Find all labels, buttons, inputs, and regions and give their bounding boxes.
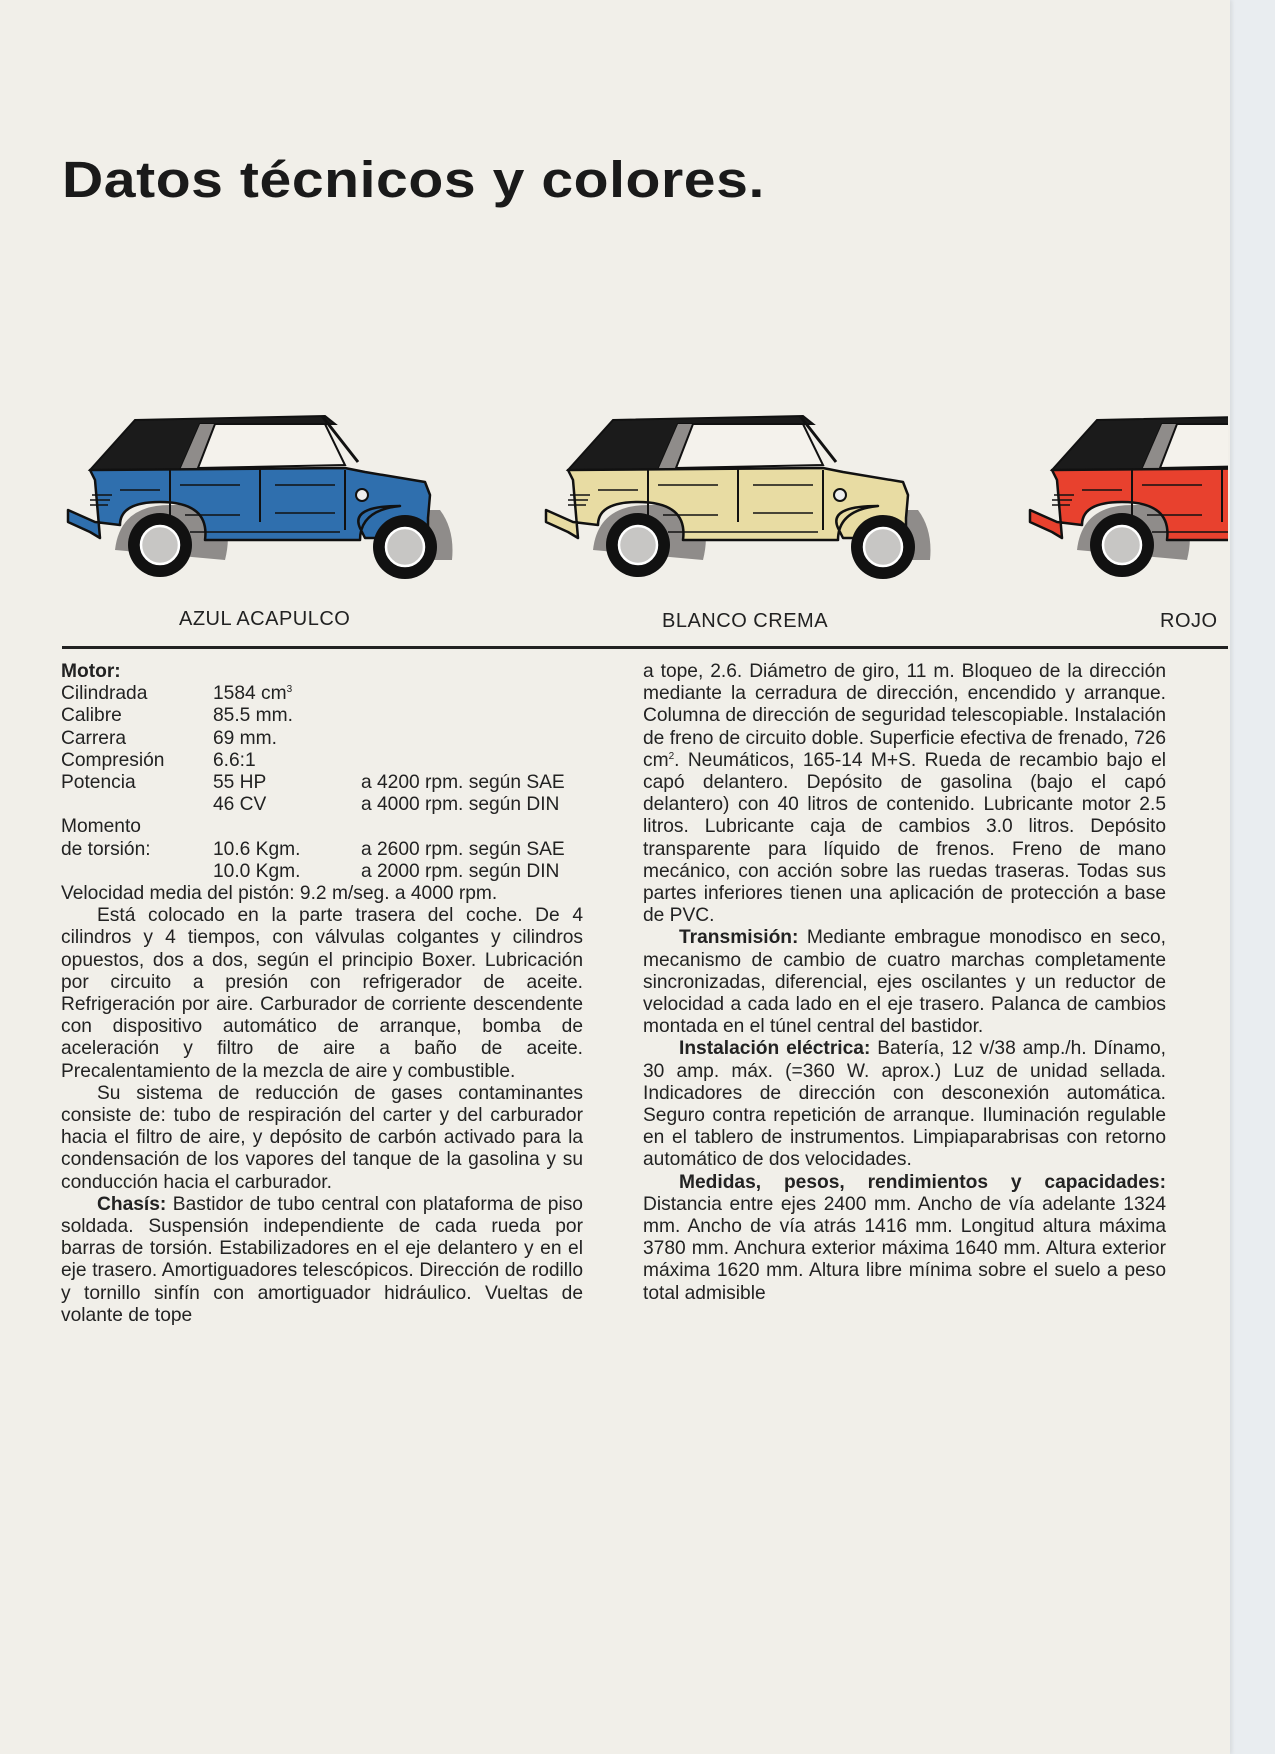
electrical-heading: Instalación eléctrica: — [679, 1038, 871, 1060]
emissions-description: Su sistema de reducción de gases contaminantes consiste de: tubo de respiración del carter y del carburador hacia el filtro de aire, y depósito de carbón activado para la condensación de los vapores del tanque de la gasolina y su conducción hacia el carburador. — [61, 1082, 583, 1193]
spec-key: Compresión — [61, 749, 165, 771]
color-label-blanco-crema: BLANCO CREMA — [662, 610, 829, 632]
spec-key — [61, 861, 213, 883]
transmission-text: Mediante embrague monodisco en seco, mecanismo de cambio de cuatro marchas completamente sincronizadas, diferencial, ejes oscilantes y un reductor de velocidad a cada lado en el eje trasero. Palanca de cambios montada en el túnel central del bastidor. — [643, 927, 1166, 1038]
spec-value: 10.6 Kgm. — [213, 838, 301, 860]
spec-key: de torsión: — [61, 838, 151, 860]
dimensions-heading: Medidas, pesos, rendimientos y capacidades: — [679, 1171, 1166, 1193]
spec-value: 69 mm. — [213, 727, 277, 749]
spec-value: 10.0 Kgm. — [213, 860, 301, 882]
spec-row — [61, 794, 583, 816]
spec-note — [361, 683, 583, 705]
transmission-paragraph — [643, 927, 1166, 1038]
spec-note — [361, 705, 583, 727]
color-label-azul-acapulco: AZUL ACAPULCO — [179, 608, 351, 630]
window — [198, 424, 345, 468]
spec-row — [61, 728, 583, 750]
chassis-text-right-cont: . Neumáticos, 165-14 M+S. Rueda de recambio bajo el capó delantero. Depósito de gasolina (bajo el capó delantero) con 40 litros de contenido. Lubricante motor 2.5 litros. Lubricante caja de cambios 3.0 litros. Depósito transparente para líquido de frenos. Freno de mano mecánico, con acción sobre las ruedas traseras. Todas sus partes inferiores tienen una aplicación de protección a base de PVC. — [643, 749, 1166, 927]
electrical-text: Batería, 12 v/38 amp./h. Dínamo, 30 amp. máx. (=360 W. aprox.) Luz de unidad sellada. Indicadores de dirección con desconexión automática. Seguro contra repetición de arranque. Iluminación regulable en el tablero de instrumentos. Limpiaparabrisas con retorno automático de dos velocidades. — [643, 1038, 1166, 1171]
spec-row — [61, 750, 583, 772]
spec-row — [61, 839, 583, 861]
spec-note — [361, 750, 583, 772]
spec-value: 6.6:1 — [213, 749, 256, 771]
specs-column-right — [643, 661, 1166, 1305]
chassis-continued — [643, 661, 1166, 927]
spec-key: Potencia — [61, 771, 136, 793]
motor-spec-table — [61, 683, 583, 883]
spec-value: 46 CV — [213, 794, 267, 816]
chassis-paragraph — [61, 1194, 583, 1327]
front-hubcap — [386, 528, 424, 566]
motor-heading: Motor: — [61, 661, 121, 682]
car-illustration-blanco-crema — [538, 410, 958, 610]
spec-note: a 2000 rpm. según DIN — [361, 860, 560, 882]
fuel-cap-icon — [356, 489, 368, 501]
car-illustration-azul-acapulco — [60, 410, 480, 610]
dimensions-text: Distancia entre ejes 2400 mm. Ancho de vía adelante 1324 mm. Ancho de vía atrás 1416 mm. Longitud altura máxima 3780 mm. Anchura exterior máxima 1640 mm. Altura exterior máxima 1620 mm. Altura libre mínima sobre el suelo a peso total admisible — [643, 1193, 1166, 1304]
page-title: Datos técnicos y colores. — [62, 151, 765, 208]
spec-key: Carrera — [61, 727, 127, 749]
rear-hubcap — [141, 526, 179, 564]
rear-hubcap — [1103, 526, 1141, 564]
spec-key — [61, 794, 213, 816]
fuel-cap-icon — [834, 489, 846, 501]
superscript: 3 — [286, 684, 293, 696]
section-divider — [62, 646, 1228, 649]
superscript: 2 — [668, 750, 675, 762]
window — [676, 424, 823, 468]
spec-key: Momento — [61, 816, 141, 838]
front-hubcap — [864, 528, 902, 566]
spec-value: 55 HP — [213, 771, 267, 793]
spec-note — [361, 728, 583, 750]
transmission-heading: Transmisión: — [679, 927, 799, 949]
spec-note: a 4200 rpm. según SAE — [361, 771, 565, 793]
spec-row — [61, 705, 583, 727]
spec-value-text: 1584 cm — [213, 683, 287, 705]
motor-description: Está colocado en la parte trasera del coche. De 4 cilindros y 4 tiempos, con válvulas colgantes y cilindros opuestos, dos a dos, según el principio Boxer. Lubricación por circuito a presión con refrigerador de aceite. Refrigeración por aire. Carburador de corriente descendente con dispositivo automático de arranque, bomba de aceleración y filtro de aire a baño de aceite. Precalentamiento de la mezcla de aire y combustible. — [61, 905, 583, 1082]
chassis-heading: Chasís: — [97, 1193, 167, 1215]
electrical-paragraph — [643, 1038, 1166, 1171]
car-illustration-rojo — [1000, 410, 1228, 610]
spec-row — [61, 772, 583, 794]
spec-note: a 4000 rpm. según DIN — [361, 794, 560, 816]
spec-key: Cilindrada — [61, 683, 148, 705]
spec-row — [61, 683, 583, 705]
spec-note: a 2600 rpm. según SAE — [361, 838, 565, 860]
spec-value — [213, 683, 361, 705]
spec-row — [61, 861, 583, 883]
car-side-view-icon — [60, 410, 480, 610]
spec-value: 85.5 mm. — [213, 705, 293, 727]
spec-value — [213, 816, 361, 838]
spec-row — [61, 816, 583, 838]
color-label-rojo: ROJO — [1160, 610, 1218, 632]
chassis-text-left: Bastidor de tubo central con plataforma de piso soldada. Suspensión independiente de cada rueda por barras de torsión. Estabilizadores en el eje delantero y en el eje trasero. Amortiguadores telescópicos. Dirección de rodillo y tornillo sinfín con amortiguador hidráulico. Vueltas de volante de tope — [61, 1193, 583, 1326]
piston-speed-text: Velocidad media del pistón: 9.2 m/seg. a 4000 rpm. — [61, 882, 498, 904]
dimensions-paragraph — [643, 1172, 1166, 1305]
car-side-view-icon — [538, 410, 958, 610]
spec-key: Calibre — [61, 705, 122, 727]
car-side-view-icon — [1022, 410, 1228, 610]
specs-column-left — [61, 661, 583, 1327]
spec-note — [361, 816, 583, 838]
chassis-text-right: a tope, 2.6. Diámetro de giro, 11 m. Bloqueo de la dirección mediante la cerradura de dirección, encendido y arranque. Columna de dirección de seguridad telescopiable. Instalación de freno de circuito doble. Superficie efectiva de frenado, 726 cm — [643, 661, 1166, 771]
rear-hubcap — [619, 526, 657, 564]
